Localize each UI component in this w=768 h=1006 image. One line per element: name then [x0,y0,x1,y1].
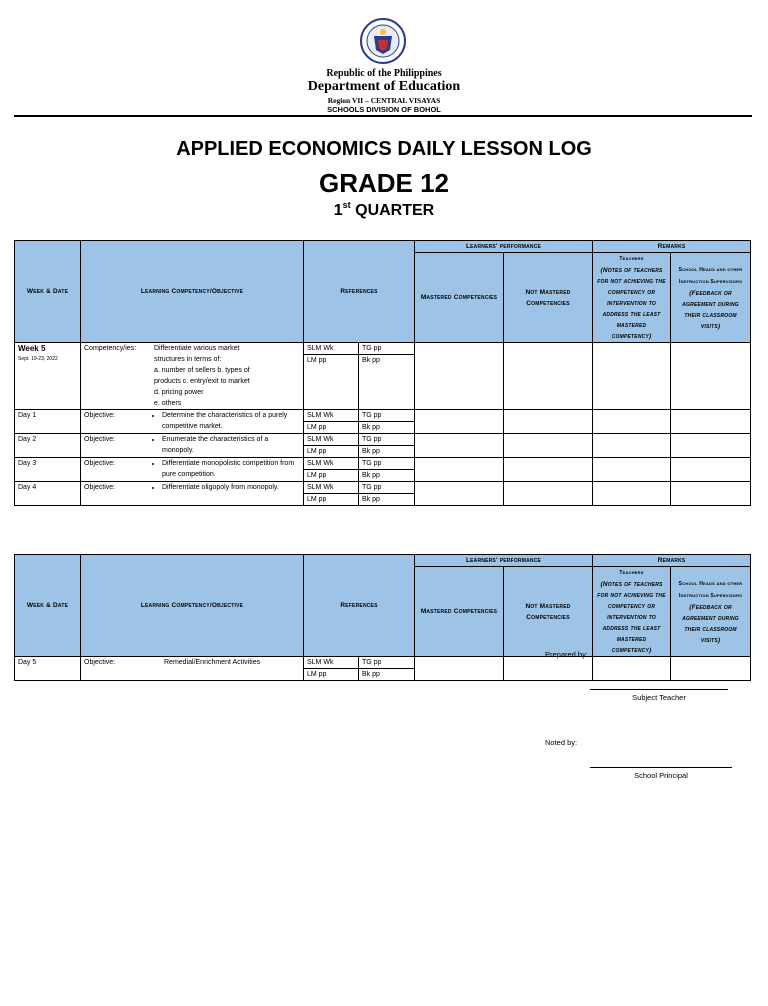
col-references: References [304,241,415,343]
col-learners-performance: Learners' performance [415,241,593,253]
deped-seal-logo [360,18,406,64]
col-not-mastered: Not Mastered Competencies [504,567,593,657]
col-school-heads: School Heads and other Instruction Supervisors (Feedback or agreement during their classroom visits) [671,567,751,657]
teacher-signature-line [590,689,728,690]
objective-cell: Objective: • Determine the characteristics of a purely competitive market. [81,410,304,434]
col-remarks: Remarks [593,241,751,253]
department-text: Department of Education [307,79,461,94]
lesson-log-table-1: Week & Date Learning Competency/Objective References Learners' performance Remarks Mastered Competencies Not Mastered Competencies Teachers (Notes of teachers for not achieving the competency or intervention to address the least mastered competency) School Heads and other Instruction Supervisors (Feedback or agreement during their classroom visits) Week 5 Sept. 19-23, 2022 Competency/ies: Differentiate various market structures in terms of: a. number of sellers b. types of products c. entry/exit to market d. pricing power e. others SLM Wk TG pp LM pp Bk pp Day 1 Objective: • Determine the characteristics of a purely competitive market. SLM Wk TG pp LM pp Bk pp Day 2 Objective: • Enumerate the characteristics of a monopoly. SLM Wk TG pp LM pp Bk pp Day 3 Objective: • Differentiate monopolistic competition from pure competition. SLM Wk TG pp LM pp Bk pp Day 4 Objective: • Differentiate oligopoly from monopoly. SLM Wk TG pp LM pp Bk pp [14,240,751,506]
region-text: Region VII – CENTRAL VISAYAS [327,96,441,105]
objective-cell: Objective: • Enumerate the characteristics of a monopoly. [81,434,304,458]
objective-cell: Objective: Remedial/Enrichment Activities [81,657,304,681]
col-learners-performance: Learners' performance [415,555,593,567]
republic-text: Republic of the Philippines [326,68,442,79]
subject-teacher-label: Subject Teacher [632,693,686,702]
ref-bk: Bk pp [359,355,415,410]
col-school-heads: School Heads and other Instruction Supervisors (Feedback or agreement during their classroom visits) [671,253,751,343]
day-cell: Day 5 [15,657,81,681]
col-competency: Learning Competency/Objective [81,241,304,343]
col-week-date: Week & Date [15,555,81,657]
objective-cell: Objective: • Differentiate oligopoly from monopoly. [81,482,304,506]
school-principal-label: School Principal [634,771,688,780]
quarter-title: 1st QUARTER [333,200,435,219]
principal-signature-line [590,767,732,768]
col-week-date: Week & Date [15,241,81,343]
col-teachers: Teachers (Notes of teachers for not achieving the competency or intervention to address the least mastered competency) [593,567,671,657]
day-cell: Day 2 [15,434,81,458]
day-cell: Day 4 [15,482,81,506]
objective-cell: Objective: • Differentiate monopolistic competition from pure competition. [81,458,304,482]
col-references: References [304,555,415,657]
col-mastered: Mastered Competencies [415,253,504,343]
col-remarks: Remarks [593,555,751,567]
col-competency: Learning Competency/Objective [81,555,304,657]
competency-cell: Competency/ies: Differentiate various market structures in terms of: a. number of sellers b. types of products c. entry/exit to market d. pricing power e. others [81,343,304,410]
week-cell: Week 5 Sept. 19-23, 2022 [15,343,81,410]
prepared-by-label: Prepared by: [545,650,588,659]
lesson-log-table-2: Week & Date Learning Competency/Objective References Learners' performance Remarks Mastered Competencies Not Mastered Competencies Teachers (Notes of teachers for not achieving the competency or intervention to address the least mastered competency) School Heads and other Instruction Supervisors (Feedback or agreement during their classroom visits) Day 5 Objective: Remedial/Enrichment Activities SLM Wk TG pp LM pp Bk pp [14,554,751,681]
noted-by-label: Noted by: [545,738,578,747]
col-teachers: Teachers (Notes of teachers for not achieving the competency or intervention to address the least mastered competency) [593,253,671,343]
document-title: APPLIED ECONOMICS DAILY LESSON LOG [176,138,592,160]
division-text: SCHOOLS DIVISION OF BOHOL [327,105,441,114]
grade-title: GRADE 12 [318,168,450,198]
col-mastered: Mastered Competencies [415,567,504,657]
day-cell: Day 1 [15,410,81,434]
header-divider [14,115,752,117]
col-not-mastered: Not Mastered Competencies [504,253,593,343]
day-cell: Day 3 [15,458,81,482]
ref-tg: TG pp [359,343,415,355]
ref-slm: SLM Wk [304,343,359,355]
ref-lm: LM pp [304,355,359,410]
